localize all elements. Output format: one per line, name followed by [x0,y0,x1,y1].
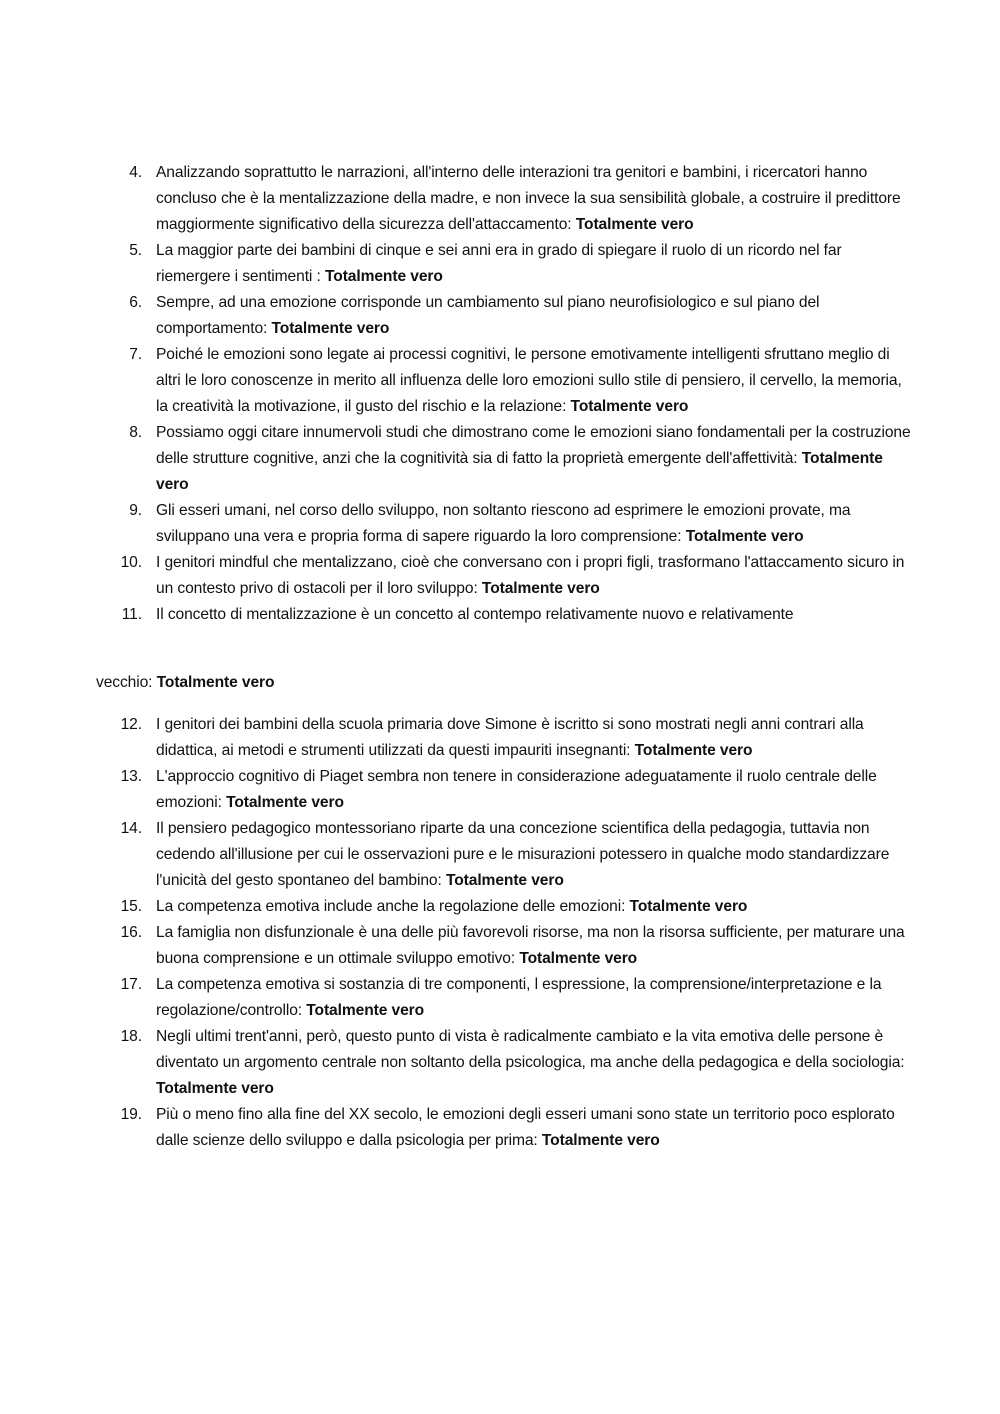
item-number: 5. [129,242,142,259]
list-item [0,342,916,420]
list-item [0,290,916,342]
item-number: 11. [121,606,142,623]
item-answer: Totalmente vero [271,320,390,337]
item-number: 13. [120,768,142,785]
list-item [0,238,916,290]
item-answer: Totalmente vero [685,528,804,545]
item-answer: Totalmente vero [156,1080,274,1097]
item-number: 14. [120,820,142,837]
list-item [0,816,916,894]
item-number: 8. [129,424,142,441]
item-text: La maggior parte dei bambini di cinque e sei anni era in grado di spiegare il ruolo di un ricordo nel far riemergere i sentimenti : [156,242,842,285]
item-answer: Totalmente vero [226,794,344,811]
list-item [0,1102,916,1154]
item-answer: Totalmente vero [306,1002,425,1019]
item-number: 19. [120,1106,142,1123]
item-number: 12. [120,716,142,733]
list-item [0,712,916,764]
item-text: La competenza emotiva include anche la regolazione delle emozioni: [156,898,630,915]
item-number: 16. [120,924,142,941]
list-item [0,498,916,550]
statement-list [0,160,1000,628]
item-text: La famiglia non disfunzionale è una delle più favorevoli risorse, ma non la risorsa sufficiente, per maturare una buona comprensione e un ottimale sviluppo emotivo: [156,924,905,967]
item-answer: Totalmente vero [325,268,443,285]
continuation-answer: Totalmente vero [156,674,275,691]
list-item [0,920,916,972]
list-item [0,894,916,920]
item-answer: Totalmente vero [629,898,748,915]
item-answer: Totalmente vero [575,216,694,233]
item-number: 15. [120,898,142,915]
item-number: 18. [120,1028,142,1045]
item-text: Più o meno fino alla fine del XX secolo, le emozioni degli esseri umani sono state un territorio poco esplorato dalle scienze dello sviluppo e dalla psicologia per prima: [156,1106,895,1149]
list-item [0,602,916,628]
list-item [0,1024,916,1102]
item-number: 10. [120,554,142,571]
item-number: 6. [129,294,142,311]
list-item [0,764,916,816]
item-answer: Totalmente vero [570,398,689,415]
item-text: Negli ultimi trent'anni, però, questo punto di vista è radicalmente cambiato e la vita emotiva delle persone è diventato un argomento centrale non soltanto della psicologica, ma anche della pedagogica e della sociologia: [156,1028,905,1071]
item-text: Il pensiero pedagogico montessoriano riparte da una concezione scientifica della pedagogia, tuttavia non cedendo all'illusione per cui le osservazioni pure e le misurazioni potessero in qualche modo standardizzare l'unicità del gesto spontaneo del bambino: [156,820,890,889]
item-number: 17. [120,976,142,993]
item-text: Gli esseri umani, nel corso dello sviluppo, non soltanto riescono ad esprimere le emozioni provate, ma sviluppano una vera e propria forma di sapere riguardo la loro comprensione: [156,502,851,545]
item-answer: Totalmente vero [519,950,638,967]
item-text: Il concetto di mentalizzazione è un concetto al contempo relativamente nuovo e relativamente [156,606,794,623]
item-answer: Totalmente vero [634,742,753,759]
item-text: Analizzando soprattutto le narrazioni, all'interno delle interazioni tra genitori e bambini, i ricercatori hanno concluso che è la mentalizzazione della madre, e non invece la sua sensibilità globale, a costruire il predittore maggiormente significativo della sicurezza dell'attaccamento: [156,164,901,233]
item-answer: Totalmente vero [481,580,600,597]
list-item [0,550,916,602]
item-answer: Totalmente vero [156,450,883,493]
item-number: 7. [129,346,142,363]
item-text: Poiché le emozioni sono legate ai processi cognitivi, le persone emotivamente intelligenti sfruttano meglio di altri le loro conoscenze in merito all influenza delle loro emozioni sullo stile di pensiero, il cervello, la memoria, la creatività la motivazione, il gusto del rischio e la relazione: [156,346,902,415]
list-item [0,420,916,498]
item-answer: Totalmente vero [541,1132,660,1149]
item-continuation [96,670,274,696]
item-text: Possiamo oggi citare innumervoli studi che dimostrano come le emozioni siano fondamentali per la costruzione delle strutture cognitive, anzi che la cognitività sia di fatto la proprietà emergente dell'affettività: [156,424,911,467]
item-answer: Totalmente vero [445,872,564,889]
continuation-text: vecchio: [96,674,157,691]
item-text: I genitori dei bambini della scuola primaria dove Simone è iscritto si sono mostrati negli anni contrari alla didattica, ai metodi e strumenti utilizzati da questi impauriti insegnanti: [156,716,864,759]
list-item [0,972,916,1024]
item-text: La competenza emotiva si sostanzia di tre componenti, l espressione, la comprensione/interpretazione e la regolazione/controllo: [156,976,882,1019]
item-text: Sempre, ad una emozione corrisponde un cambiamento sul piano neurofisiologico e sul piano del comportamento: [156,294,820,337]
item-text: I genitori mindful che mentalizzano, cioè che conversano con i propri figli, trasformano l'attaccamento sicuro in un contesto privo di ostacoli per il loro sviluppo: [156,554,905,597]
item-text: L'approccio cognitivo di Piaget sembra non tenere in considerazione adeguatamente il ruolo centrale delle emozioni: [156,768,877,811]
item-number: 4. [129,164,142,181]
list-item [0,160,916,238]
item-number: 9. [129,502,142,519]
statement-list-continued [0,712,1000,1154]
